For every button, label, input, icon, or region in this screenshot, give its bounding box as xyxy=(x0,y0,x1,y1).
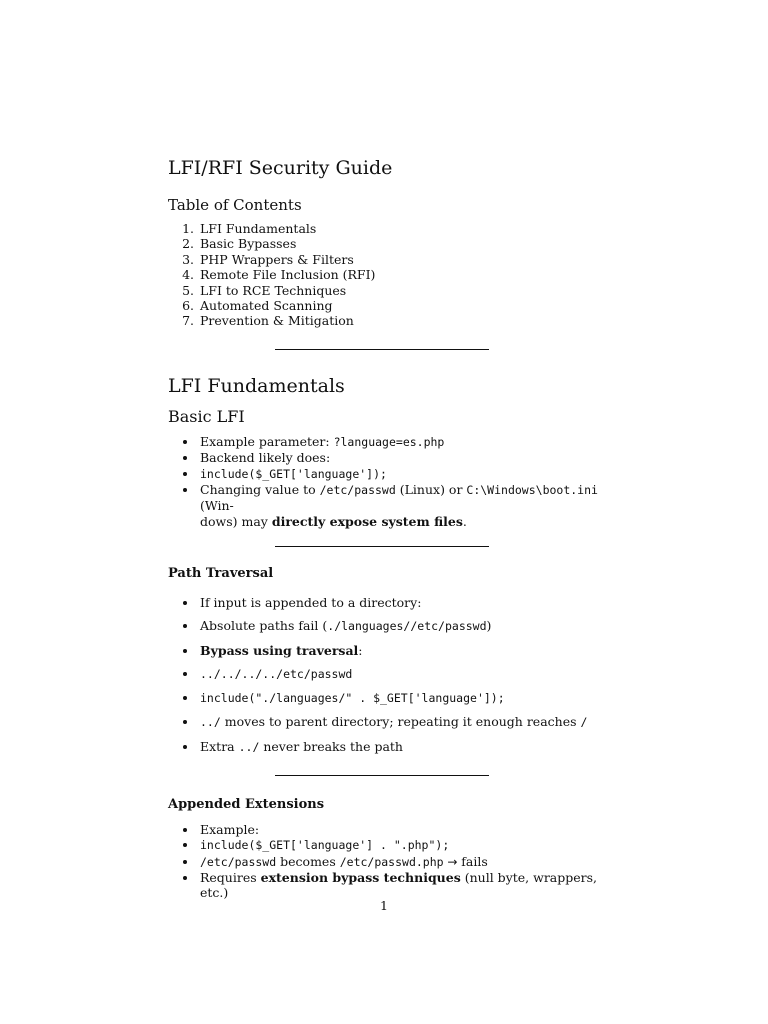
list-item: • ../ moves to parent directory; repeating it enough reaches / xyxy=(198,714,608,730)
list-item: • Requires extension bypass techniques (null byte, wrappers, etc.) xyxy=(198,870,608,901)
list-item: • /etc/passwd becomes /etc/passwd.php → fails xyxy=(198,854,608,870)
arrow-right-icon: → xyxy=(443,854,462,869)
toc-item[interactable]: 3. PHP Wrappers & Filters xyxy=(198,252,608,267)
table-of-contents xyxy=(168,221,608,329)
document-title: LFI/RFI Security Guide xyxy=(168,157,393,179)
subsection-heading: Appended Extensions xyxy=(168,796,325,812)
list-item: • ../../../../etc/passwd xyxy=(198,666,608,682)
list-item: • include("./languages/" . $_GET['language']); xyxy=(198,690,608,706)
list-item: • Extra ../ never breaks the path xyxy=(198,739,608,755)
list-item: • Absolute paths fail (./languages//etc/passwd) xyxy=(198,618,608,634)
subsection-heading: Basic LFI xyxy=(168,406,245,426)
toc-item[interactable]: 5. LFI to RCE Techniques xyxy=(198,283,608,298)
toc-item[interactable]: 1. LFI Fundamentals xyxy=(198,221,608,236)
list-item: • include($_GET['language'] . ".php"); xyxy=(198,837,608,853)
list-item: • Bypass using traversal: xyxy=(198,643,608,658)
toc-item[interactable]: 4. Remote File Inclusion (RFI) xyxy=(198,267,608,282)
toc-item[interactable]: 7. Prevention & Mitigation xyxy=(198,313,608,328)
basic-lfi-list xyxy=(168,434,608,529)
list-item: • Example parameter: ?language=es.php xyxy=(198,434,608,450)
page-content xyxy=(168,155,608,901)
list-item: • include($_GET['language']); xyxy=(198,466,608,482)
list-item: • Backend likely does: xyxy=(198,450,608,465)
list-item: • If input is appended to a directory: xyxy=(198,595,608,610)
appended-extensions-list xyxy=(168,822,608,901)
section-heading: LFI Fundamentals xyxy=(168,374,345,397)
subsection-heading: Path Traversal xyxy=(168,566,274,582)
page-number: 1 xyxy=(380,898,388,913)
path-traversal-list xyxy=(168,595,608,755)
toc-item[interactable]: 6. Automated Scanning xyxy=(198,298,608,313)
list-item: • Example: xyxy=(198,822,608,837)
toc-heading: Table of Contents xyxy=(168,196,302,214)
toc-item[interactable]: 2. Basic Bypasses xyxy=(198,236,608,251)
list-item: • Changing value to /etc/passwd (Linux) or C:\Windows\boot.ini (Win- dows) may directly expose system files. xyxy=(198,482,608,529)
